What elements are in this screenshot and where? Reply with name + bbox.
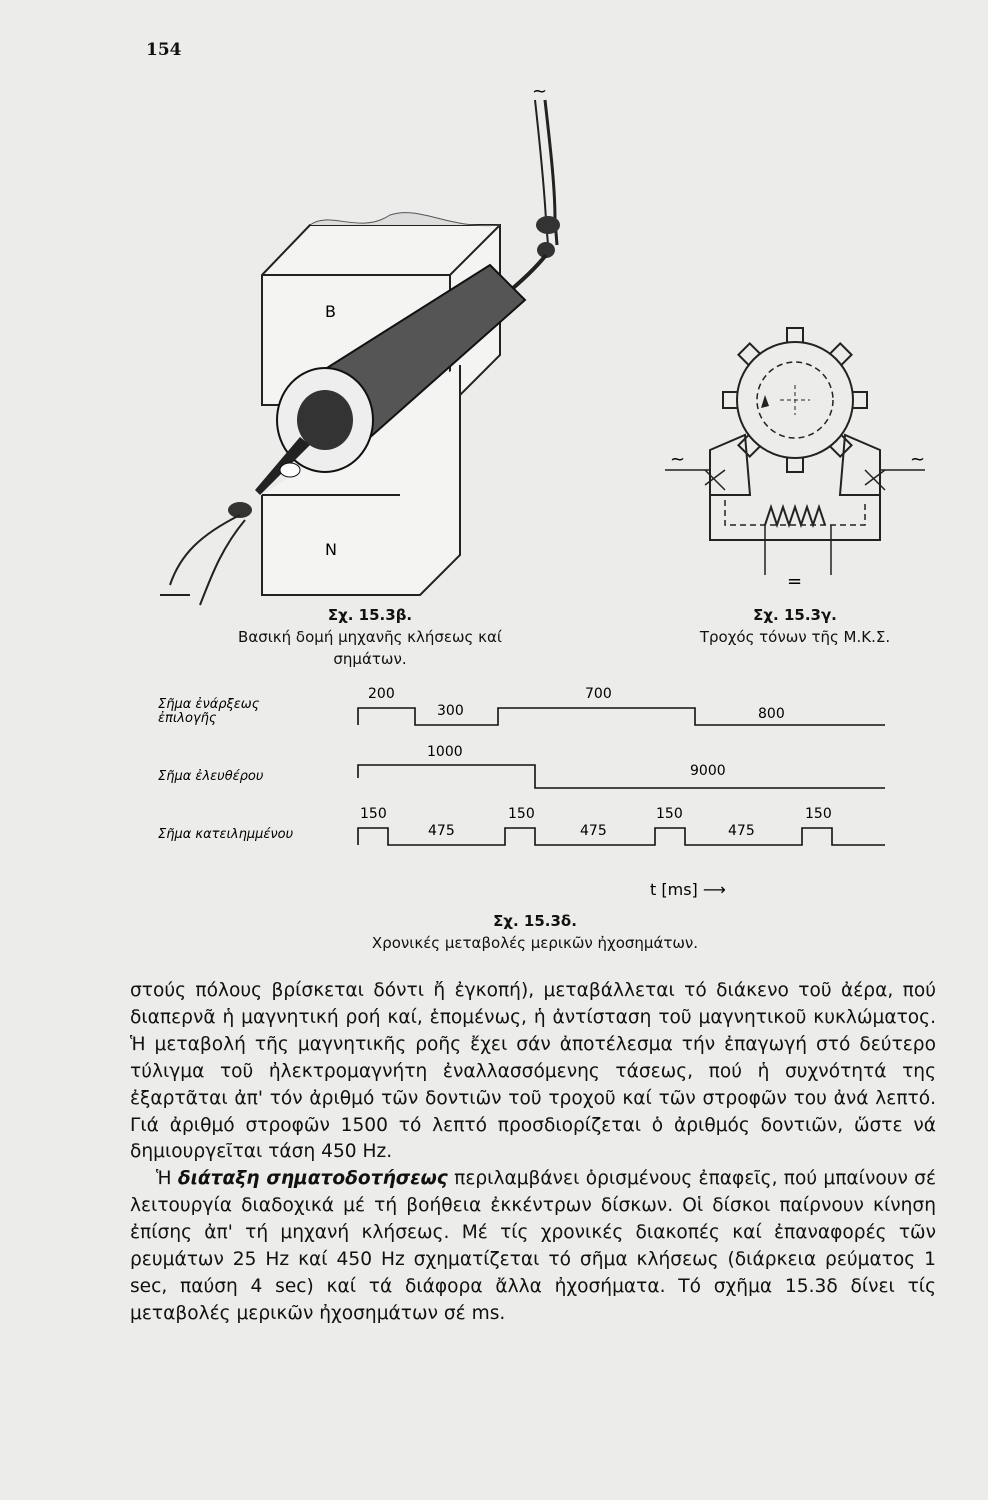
paragraph-1: στούς πόλους βρίσκεται δόντι ἤ ἐγκοπή), μεταβάλλεται τό διάκενο τοῦ ἀέρα, πού διαπερνᾶ ἡ μαγνητική ροή καί, ἑπομένως, ἡ ἀντίσταση τοῦ μαγνητικοῦ κυκλώματος. Ἡ μεταβολή τῆς μαγνητικῆς ροῆς ἔχει σάν ἀποτέλεσμα τήν ἐπαγωγή στό δεύτερο τύλιγμα τοῦ ἠλεκτρομαγνήτη ἐναλλασσόμενης τάσεως, πού ἡ συχνότητά της ἐξαρτᾶται ἀπ' τόν ἀριθμό τῶν δοντιῶν τοῦ τροχοῦ καί τῶν στροφῶν του ἀνά λεπτό. Γιά ἀριθμό στροφῶν 1500 τό λεπτό προσδιορίζεται ὁ ἀριθμός δοντιῶν, ὥστε νά δημιουργεῖται τάση 450 Hz. bbox=[130, 980, 936, 1163]
val-800: 800 bbox=[758, 706, 785, 722]
pole-label-n: N bbox=[325, 540, 337, 559]
figure-number: Σχ. 15.3δ. bbox=[493, 912, 577, 930]
p2-post: περιλαμβάνει ὁρισμένους ἐπαφεῖς, πού μπαίνουν σέ λειτουργία διαδοχικά μέ τή βοήθεια ἐκκέντρων δίσκων. Οἱ δίσκοι παίρνουν κίνηση ἐπίσης ἀπ' τή μηχανή κλήσεως. Μέ τίς χρονικές διακοπές καί ἐπαναφορές τῶν ρευμάτων 25 Hz καί 450 Hz σχηματίζεται τό σῆμα κλήσεως (διάρκεια ρεύματος 1 sec, παύση 4 sec) καί τά διάφορα ἄλλα ἠχοσήματα. Τό σχῆμα 15.3δ δίνει τίς μεταβολές μερικῶν ἠχοσημάτων σέ ms. bbox=[130, 1168, 937, 1324]
caption-fig-15-3g bbox=[650, 604, 940, 648]
signal-label-start-line2: ἐπιλογῆς bbox=[158, 711, 217, 726]
val-475-b: 475 bbox=[580, 823, 607, 839]
figure-caption: Χρονικές μεταβολές μερικῶν ἠχοσημάτων. bbox=[371, 934, 699, 952]
val-700: 700 bbox=[585, 686, 612, 702]
body-text bbox=[130, 978, 936, 1328]
signal-label-busy: Σῆμα κατειλημμένου bbox=[158, 827, 294, 842]
signal-label-free: Σῆμα ἐλευθέρου bbox=[158, 769, 264, 784]
tone-wheel-diagram bbox=[665, 325, 930, 605]
emphasis-term: διάταξη σηματοδοτήσεως bbox=[177, 1168, 448, 1190]
val-150-d: 150 bbox=[805, 806, 832, 822]
pole-label-b: B bbox=[325, 302, 336, 321]
time-axis-label: t [ms] ⟶ bbox=[650, 880, 726, 899]
figure-number: Σχ. 15.3β. bbox=[327, 606, 413, 624]
signal-label-start-line1: Σῆμα ἐνάρξεως bbox=[158, 697, 260, 712]
figure-caption: Βασική δομή μηχανῆς κλήσεως καί σημάτων. bbox=[238, 628, 502, 668]
machine-illustration bbox=[160, 85, 560, 610]
ac-right: ~ bbox=[910, 449, 926, 470]
figure-number: Σχ. 15.3γ. bbox=[753, 606, 837, 624]
figure-caption: Τροχός τόνων τῆς Μ.Κ.Σ. bbox=[699, 628, 891, 646]
val-150-a: 150 bbox=[360, 806, 387, 822]
val-150-c: 150 bbox=[656, 806, 683, 822]
val-1000: 1000 bbox=[427, 744, 463, 760]
ac-left: ~ bbox=[670, 449, 686, 470]
dc-symbol: = bbox=[787, 571, 803, 592]
p2-pre: Ἡ bbox=[156, 1168, 178, 1190]
timing-diagram bbox=[130, 670, 900, 910]
val-200: 200 bbox=[368, 686, 395, 702]
val-150-b: 150 bbox=[508, 806, 535, 822]
val-9000: 9000 bbox=[690, 763, 726, 779]
caption-fig-15-3b bbox=[200, 604, 540, 670]
paragraph-2 bbox=[130, 1166, 936, 1327]
page-number: 154 bbox=[146, 40, 182, 60]
val-475-c: 475 bbox=[728, 823, 755, 839]
ac-symbol-top: ~ bbox=[532, 85, 548, 102]
val-475-a: 475 bbox=[428, 823, 455, 839]
caption-fig-15-3d bbox=[300, 910, 770, 954]
val-300: 300 bbox=[437, 703, 464, 719]
